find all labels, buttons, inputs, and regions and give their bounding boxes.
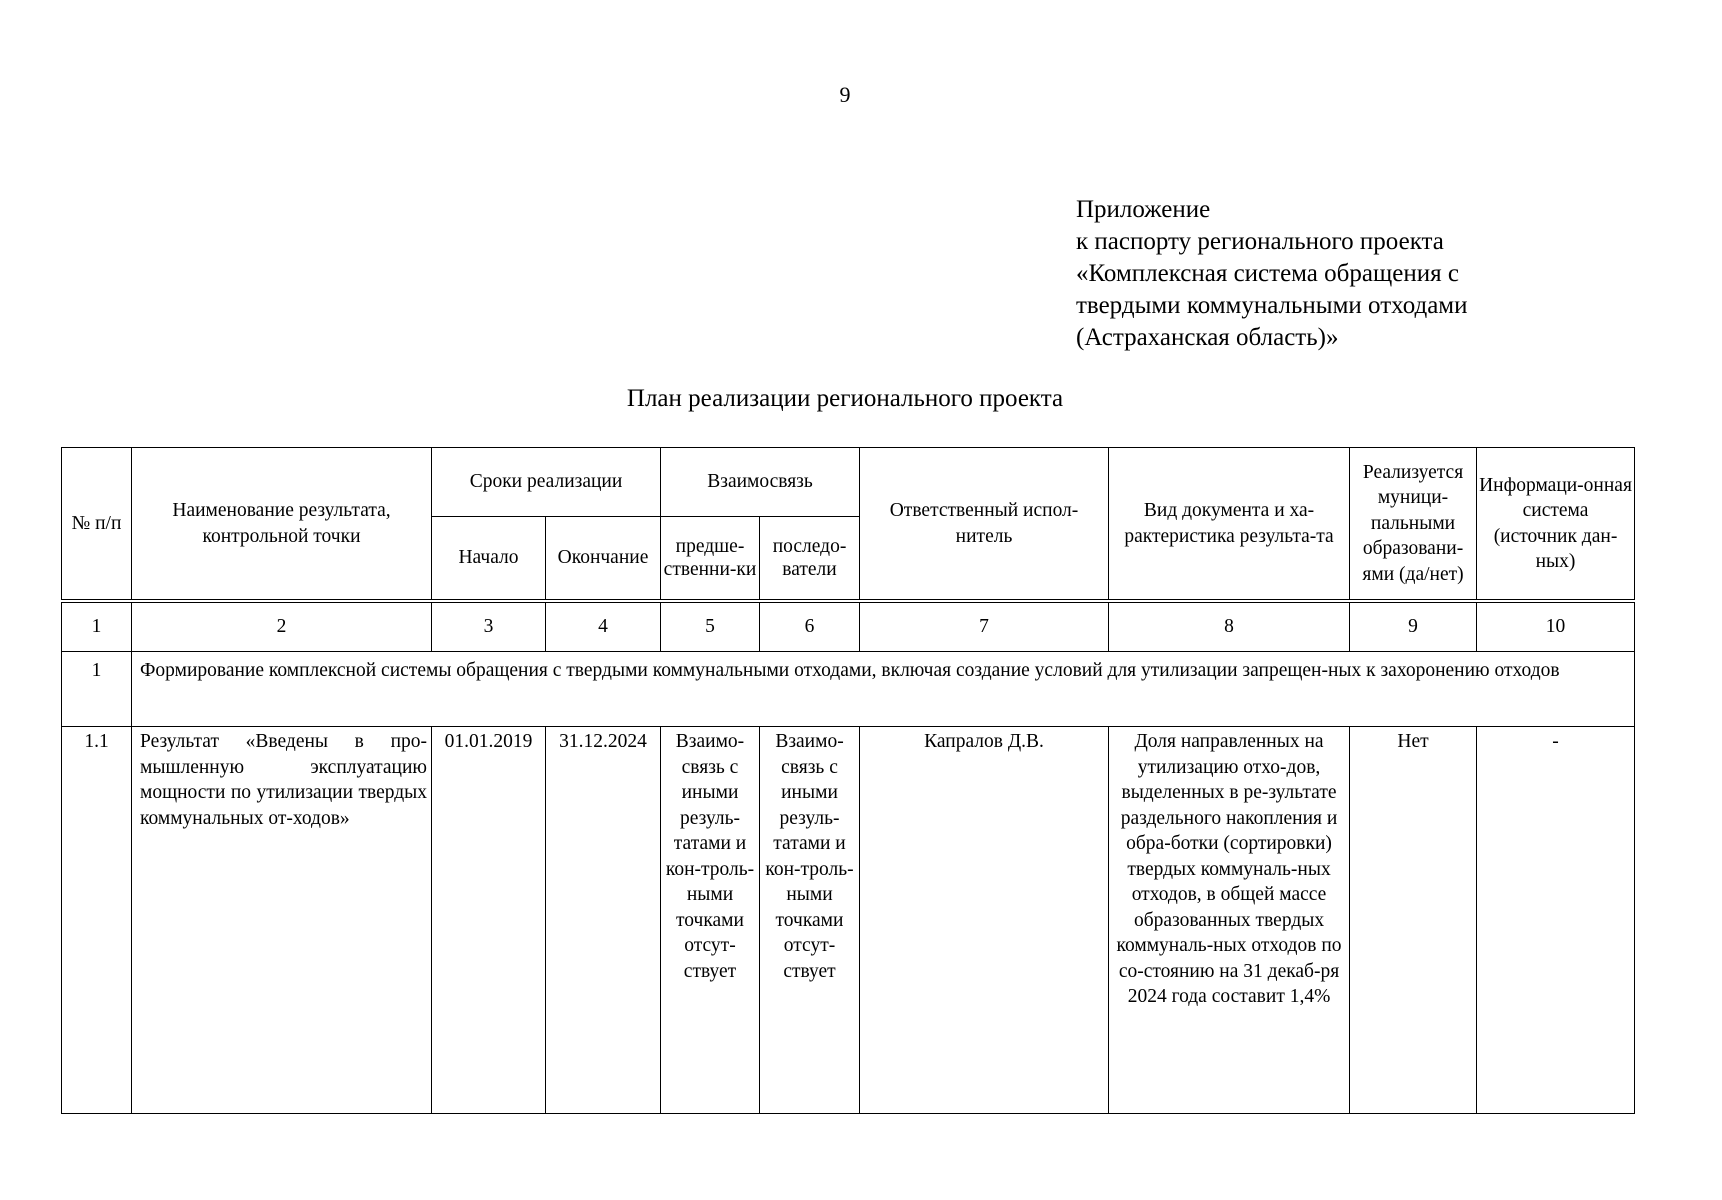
header-num: № п/п <box>62 448 132 602</box>
document-type: Доля направленных на утилизацию отхо-дов, выделенных в ре-зультате раздельного накопления и обра-ботки (сортировки) твердых коммуналь-ных отходов, в общей массе образованных твердых коммуналь-ных отходов по со-стоянию на 31 декаб-ря 2024 года составит 1,4% <box>1109 727 1350 1114</box>
header-responsible: Ответственный испол-нитель <box>860 448 1109 602</box>
header-municipal: Реализуется муници-пальными образовани-ями (да/нет) <box>1350 448 1477 602</box>
end-date: 31.12.2024 <box>546 727 661 1114</box>
appendix-line: (Астраханская область)» <box>1076 324 1339 351</box>
appendix-line: «Комплексная система обращения с <box>1076 260 1459 287</box>
header-doc-type: Вид документа и ха-рактеристика результа-та <box>1109 448 1350 602</box>
column-number: 3 <box>432 601 546 652</box>
header-info-system: Информаци-онная система (источник дан-ных) <box>1477 448 1635 602</box>
header-predecessors: предше-ственни-ки <box>661 517 760 602</box>
section-title: Формирование комплексной системы обращения с твердыми коммунальными отходами, включая создание условий для утилизации запрещен-ных к захоронению отходов <box>132 652 1635 727</box>
column-number: 7 <box>860 601 1109 652</box>
section-row <box>62 652 1635 727</box>
document-title: План реализации регионального проекта <box>626 385 1064 412</box>
appendix-line: к паспорту регионального проекта <box>1076 228 1444 255</box>
predecessors: Взаимо-связь с иными резуль-татами и кон-троль-ными точками отсут-ствует <box>661 727 760 1114</box>
implementation-plan-table <box>61 447 1635 1114</box>
appendix-block <box>1076 194 1636 354</box>
header-successors: последо-ватели <box>760 517 860 602</box>
appendix-line: Приложение <box>1076 196 1211 223</box>
responsible-person: Капралов Д.В. <box>860 727 1109 1114</box>
header-relation: Взаимосвязь <box>661 448 860 517</box>
column-number: 6 <box>760 601 860 652</box>
column-number: 10 <box>1477 601 1635 652</box>
header-terms: Сроки реализации <box>432 448 661 517</box>
start-date: 01.01.2019 <box>432 727 546 1114</box>
result-name: Результат «Введены в про-мышленную эксплуатацию мощности по утилизации твердых коммунальных от-ходов» <box>132 727 432 1114</box>
column-number: 8 <box>1109 601 1350 652</box>
header-start: Начало <box>432 517 546 602</box>
page-number: 9 <box>839 82 851 107</box>
info-system: - <box>1477 727 1635 1114</box>
appendix-line: твердыми коммунальными отходами <box>1076 292 1468 319</box>
row-number: 1.1 <box>62 727 132 1114</box>
table-row <box>62 727 1635 1114</box>
column-number: 9 <box>1350 601 1477 652</box>
column-number: 2 <box>132 601 432 652</box>
municipal-flag: Нет <box>1350 727 1477 1114</box>
header-end: Окончание <box>546 517 661 602</box>
column-number: 5 <box>661 601 760 652</box>
section-number: 1 <box>62 652 132 727</box>
column-number: 4 <box>546 601 661 652</box>
header-name: Наименование результата, контрольной точки <box>132 448 432 602</box>
column-number: 1 <box>62 601 132 652</box>
successors: Взаимо-связь с иными резуль-татами и кон-троль-ными точками отсут-ствует <box>760 727 860 1114</box>
